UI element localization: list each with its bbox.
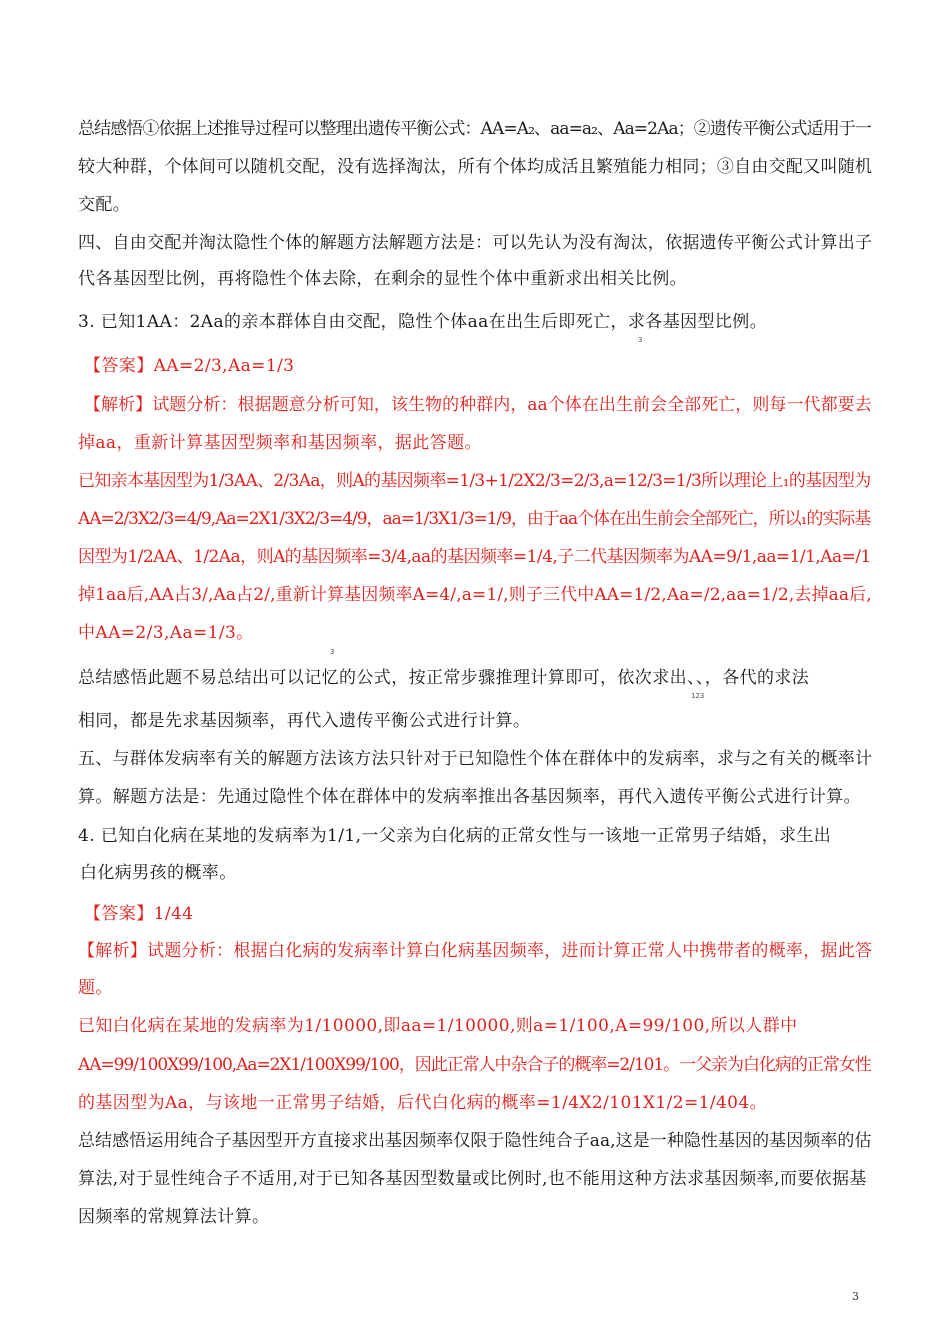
question-4-line-1: 4. 已知白化病在某地的发病率为1/1,一父亲为白化病的正常女性与一该地一正常男子结婚，求生出	[78, 826, 832, 846]
section-four-heading: 四、自由交配并淘汰隐性个体的解题方法解题方法是：可以先认为没有淘汰，依据遗传平衡公式计算出子	[78, 233, 873, 253]
section-five-heading: 五、与群体发病率有关的解题方法该方法只针对于已知隐性个体在群体中的发病率，求与之有关的概率计	[78, 749, 873, 769]
analysis-3-line-2: 掉aa，重新计算基因型频率和基因频率，据此答题。	[78, 433, 482, 453]
summary-q4-line-3: 因频率的常规算法计算。	[78, 1207, 270, 1227]
analysis-3-line-7: 中AA=2/3,Aa=1/3。	[78, 623, 254, 643]
section-five-line-2: 算。解题方法是：先通过隐性个体在群体中的发病率推出各基因频率，再代入遗传平衡公式进行计算。	[78, 787, 861, 807]
answer-4: 【答案】1/44	[84, 904, 194, 924]
analysis-4-line-5: 的基因型为Aa，与该地一正常男子结婚，后代白化病的概率=1/4X2/101X1/2=1/404。	[78, 1093, 768, 1113]
summary-q4-line-2: 算法,对于显性纯合子不适用,对于已知各基因型数量或比例时,也不能用这种方法求基因频率,而要依据基	[78, 1169, 867, 1189]
analysis-4-line-2: 题。	[78, 978, 113, 998]
analysis-3-line-1: 【解析】试题分析：根据题意分析可知，该生物的种群内，aa个体在出生前会全部死亡，则每一代都要去	[84, 395, 872, 415]
analysis-3-line-4: AA=2/3X2/3=4/9,Aa=2X1/3X2/3=4/9，aa=1/3X1/3=1/9，由于aa个体在出生前会全部死亡，所以₁的实际基	[78, 509, 871, 529]
page-number: 3	[852, 1290, 859, 1303]
analysis-4-line-1: 【解析】试题分析：根据白化病的发病率计算白化病基因频率，进而计算正常人中携带者的概率，据此答	[78, 941, 873, 961]
summary-line-1: 总结感悟①依据上述推导过程可以整理出遗传平衡公式：AA=A₂、aa=a₂、Aa=2Aa；②遗传平衡公式适用于一	[78, 119, 871, 139]
analysis-3-line-3: 已知亲本基因型为1/3AA、2/3Aa，则A的基因频率=1/3+1/2X2/3=2/3,a=12/3=1/3所以理论上₁的基因型为	[78, 471, 871, 491]
summary-line-2: 较大种群，个体间可以随机交配，没有选择淘汰，所有个体均成活且繁殖能力相同；③自由交配又叫随机	[78, 157, 873, 177]
question-4-line-2: 白化病男孩的概率。	[80, 863, 237, 883]
summary-q3-line-1: 总结感悟此题不易总结出可以记忆的公式，按正常步骤推理计算即可，依次求出、、，各代的求法	[78, 668, 810, 688]
analysis-4-line-4: AA=99/100X99/100,Aa=2X1/100X99/100，因此正常人中杂合子的概率=2/101。一父亲为白化病的正常女性	[78, 1055, 871, 1075]
summary-q4-line-1: 总结感悟运用纯合子基因型开方直接求出基因频率仅限于隐性纯合子aa,这是一种隐性基因的基因频率的估	[78, 1131, 872, 1151]
section-four-line-2: 代各基因型比例，再将隐性个体去除，在剩余的显性个体中重新求出相关比例。	[78, 269, 687, 289]
summary-q3-line-2: 相同，都是先求基因频率，再代入遗传平衡公式进行计算。	[78, 711, 531, 731]
analysis-3-line-5: 因型为1/2AA、1/2Aa，则A的基因频率=3/4,aa的基因频率=1/4,子二代基因频率为AA=9/1,aa=1/1,Aa=/1	[78, 547, 871, 567]
tiny-mark: 3	[330, 648, 335, 656]
tiny-mark: 3	[638, 336, 643, 344]
tiny-mark: 123	[691, 692, 705, 700]
analysis-4-line-3: 已知白化病在某地的发病率为1/10000,即aa=1/10000,则a=1/100,A=99/100,所以人群中	[78, 1016, 798, 1036]
question-3: 3. 已知1AA：2Aa的亲本群体自由交配，隐性个体aa在出生后即死亡，求各基因型比例。	[78, 312, 768, 332]
analysis-3-line-6: 掉1aa后,AA占3/,Aa占2/,重新计算基因频率A=4/,a=1/,则子三代中AA=1/2,Aa=/2,aa=1/2,去掉aa后,	[78, 585, 872, 605]
summary-line-3: 交配。	[78, 195, 131, 215]
answer-3: 【答案】AA=2/3,Aa=1/3	[84, 356, 295, 376]
